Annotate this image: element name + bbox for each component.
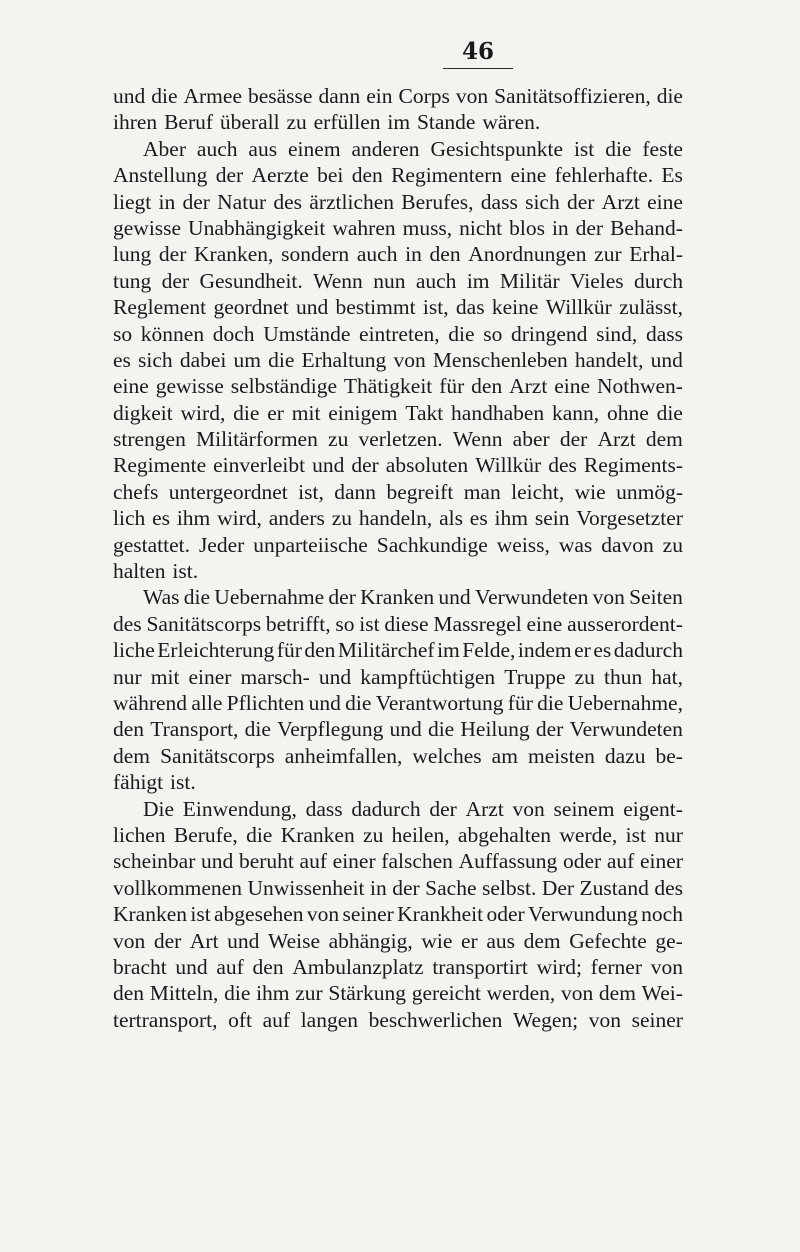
text-line: lichen Berufe, die Kranken zu heilen, abgehalten werde, ist nur xyxy=(113,822,683,847)
text-line: während alle Pflichten und die Verantwortung für die Uebernahme, xyxy=(113,690,683,715)
text-line: Die Einwendung, dass dadurch der Arzt von seinem eigent- xyxy=(143,796,683,821)
text-line: tung der Gesundheit. Wenn nun auch im Militär Vieles durch xyxy=(113,268,683,293)
text-line: tertransport, oft auf langen beschwerlichen Wegen; von seiner xyxy=(113,1007,683,1032)
text-line: chefs untergeordnet ist, dann begreift man leicht, wie unmög- xyxy=(113,479,683,504)
text-line: ihren Beruf überall zu erfüllen im Stande wären. xyxy=(113,110,541,135)
text-line: fähigt ist. xyxy=(113,770,196,795)
text-line: strengen Militärformen zu verletzen. Wenn aber der Arzt dem xyxy=(113,427,683,452)
text-line: nur mit einer marsch- und kampftüchtigen Truppe zu thun hat, xyxy=(113,664,683,689)
text-line: liegt in der Natur des ärztlichen Berufes, dass sich der Arzt eine xyxy=(113,189,683,214)
page-number: 46 xyxy=(461,38,494,65)
text-line: liche Erleichterung für den Militärchef im Felde, indem er es dadurch xyxy=(113,638,683,663)
text-line: den Mitteln, die ihm zur Stärkung gereicht werden, von dem Wei- xyxy=(113,981,683,1006)
text-line: Aber auch aus einem anderen Gesichtspunkte ist die feste xyxy=(143,136,683,161)
text-line: Reglement geordnet und bestimmt ist, das keine Willkür zulässt, xyxy=(113,295,683,320)
text-line: von der Art und Weise abhängig, wie er aus dem Gefechte ge- xyxy=(113,928,683,953)
text-line: bracht und auf den Ambulanzplatz transportirt wird; ferner von xyxy=(113,954,683,979)
text-line: so können doch Umstände eintreten, die so dringend sind, dass xyxy=(113,321,683,346)
text-line: Kranken ist abgesehen von seiner Krankheit oder Verwundung noch xyxy=(113,902,683,927)
text-line: digkeit wird, die er mit einigem Takt handhaben kann, ohne die xyxy=(113,400,683,425)
page-number-rule xyxy=(443,68,513,69)
text-line: eine gewisse selbständige Thätigkeit für den Arzt eine Nothwen- xyxy=(113,374,683,399)
text-line: vollkommenen Unwissenheit in der Sache selbst. Der Zustand des xyxy=(113,875,683,900)
text-line: des Sanitätscorps betrifft, so ist diese Massregel eine ausserordent- xyxy=(113,611,683,636)
text-line: Was die Uebernahme der Kranken und Verwundeten von Seiten xyxy=(143,585,683,610)
text-line: dem Sanitätscorps anheimfallen, welches am meisten dazu be- xyxy=(113,743,683,768)
text-line: scheinbar und beruht auf einer falschen Auffassung oder auf einer xyxy=(113,849,683,874)
text-line: gewisse Unabhängigkeit wahren muss, nicht blos in der Behand- xyxy=(113,215,683,240)
text-line: und die Armee besässe dann ein Corps von Sanitätsoffizieren, die xyxy=(113,84,683,108)
text-line: halten ist. xyxy=(113,559,199,584)
text-line: lung der Kranken, sondern auch in den Anordnungen zur Erhal- xyxy=(113,242,683,267)
text-line: es sich dabei um die Erhaltung von Menschenleben handelt, und xyxy=(113,347,683,372)
text-line: Regimente einverleibt und der absoluten Willkür des Regiments- xyxy=(113,453,683,478)
text-line: lich es ihm wird, anders zu handeln, als es ihm sein Vorgesetzter xyxy=(113,506,683,531)
text-line: gestattet. Jeder unparteiische Sachkundige weiss, was davon zu xyxy=(113,532,683,557)
body-text xyxy=(113,83,683,1033)
text-line: den Transport, die Verpflegung und die Heilung der Verwundeten xyxy=(113,717,683,742)
text-line: Anstellung der Aerzte bei den Regimentern eine fehlerhafte. Es xyxy=(113,163,683,188)
